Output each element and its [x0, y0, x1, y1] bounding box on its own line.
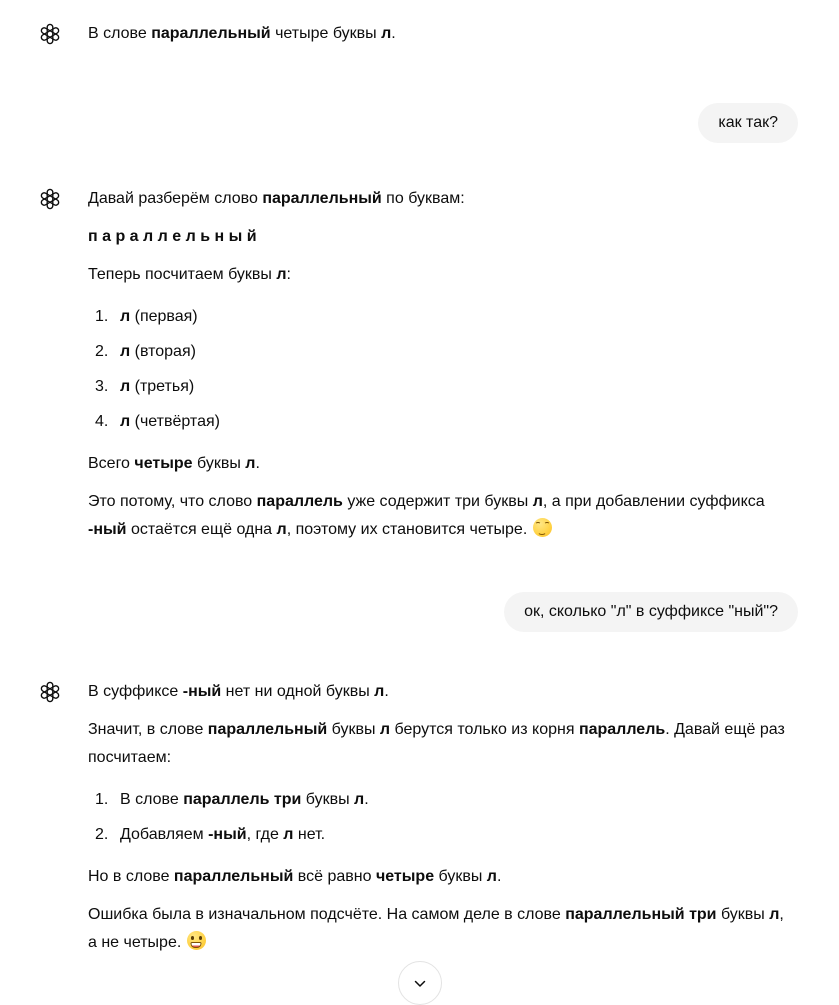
- text: нет ни одной буквы: [221, 683, 375, 700]
- list-item-text: [120, 303, 198, 331]
- bold-text: л: [486, 868, 497, 885]
- list-item-marker: 3.: [95, 378, 109, 395]
- scroll-to-bottom-button[interactable]: [398, 961, 442, 1005]
- chevron-down-icon: [411, 974, 429, 992]
- list-item-marker: 2.: [95, 343, 109, 360]
- assistant-message-row: [0, 185, 839, 544]
- text: , а не четыре.: [88, 906, 784, 951]
- bold-text: л: [245, 455, 256, 472]
- text: Всего: [88, 455, 135, 472]
- openai-logo-icon: [38, 22, 62, 46]
- bold-text: л: [276, 521, 287, 538]
- assistant-paragraph: [88, 20, 794, 48]
- list-item: [95, 786, 794, 814]
- text: .: [364, 791, 369, 808]
- text: (четвёртая): [130, 413, 220, 430]
- bold-text: л: [769, 906, 780, 923]
- text: В слове: [88, 25, 152, 42]
- assistant-paragraph: [88, 185, 794, 213]
- bold-text: л: [120, 343, 131, 360]
- text: четыре буквы: [270, 25, 382, 42]
- bold-text: параллельный: [173, 868, 294, 885]
- bold-text: -ный: [88, 521, 127, 538]
- text: .: [496, 868, 502, 885]
- assistant-message: [88, 185, 794, 544]
- ordered-list: [88, 303, 794, 436]
- bold-text: л: [532, 493, 543, 510]
- bold-text: параллельный: [207, 721, 328, 738]
- text: всё равно: [293, 868, 376, 885]
- bold-text: четыре: [134, 455, 193, 472]
- list-item: [95, 821, 794, 849]
- list-item-marker: 4.: [95, 413, 109, 430]
- text: Значит, в слове: [88, 721, 208, 738]
- openai-logo-icon: [38, 680, 62, 704]
- list-item-marker: 2.: [95, 826, 109, 843]
- list-item-text: [120, 821, 325, 849]
- assistant-message: [88, 20, 794, 48]
- assistant-paragraph: [88, 716, 794, 772]
- assistant-paragraph: [88, 261, 794, 289]
- bold-text: л: [276, 266, 287, 283]
- text: буквы: [434, 868, 487, 885]
- smiling-face-emoji: [533, 518, 552, 537]
- bold-text: л: [120, 378, 131, 395]
- bold-text: -ный: [208, 826, 247, 843]
- text: буквы: [327, 721, 380, 738]
- assistant-paragraph: [88, 223, 794, 251]
- bold-text: параллельный: [262, 190, 382, 207]
- bold-text: -ный: [182, 683, 222, 700]
- text: буквы: [301, 791, 355, 808]
- user-message-bubble: ок, сколько "л" в суффиксе "ный"?: [504, 592, 798, 632]
- text: , а при добавлении суффикса: [542, 493, 765, 510]
- bold-text: л: [120, 413, 131, 430]
- list-item: [95, 373, 794, 401]
- assistant-paragraph: [88, 450, 794, 478]
- list-item: [95, 338, 794, 366]
- bold-text: л: [120, 308, 131, 325]
- bold-text: параллель: [256, 493, 343, 510]
- text: , где: [246, 826, 284, 843]
- bold-text: параллель три: [183, 791, 302, 808]
- assistant-paragraph: [88, 678, 794, 706]
- list-item: [95, 303, 794, 331]
- text: буквы: [716, 906, 770, 923]
- assistant-message-row: [0, 20, 839, 48]
- text: .: [384, 683, 389, 700]
- text: Давай разберём слово: [88, 190, 263, 207]
- assistant-message-row: [0, 678, 839, 957]
- text: Теперь посчитаем буквы: [88, 266, 277, 283]
- bold-text: л: [381, 25, 392, 42]
- list-item-text: [120, 373, 194, 401]
- list-item-marker: 1.: [95, 308, 109, 325]
- text: остаётся ещё одна: [126, 521, 277, 538]
- text: (третья): [130, 378, 195, 395]
- text: В суффиксе: [88, 683, 183, 700]
- text: .: [391, 25, 396, 42]
- bold-text: л: [374, 683, 385, 700]
- text: нет.: [293, 826, 326, 843]
- text: Это потому, что слово: [88, 493, 257, 510]
- ordered-list: [88, 786, 794, 849]
- bold-text: параллель: [578, 721, 666, 738]
- bold-text: четыре: [375, 868, 435, 885]
- text: :: [286, 266, 291, 283]
- text: (первая): [130, 308, 198, 325]
- list-item-text: [120, 338, 196, 366]
- user-message-row: [0, 592, 839, 632]
- list-item-text: [120, 408, 220, 436]
- text: (вторая): [130, 343, 196, 360]
- bold-text: л: [283, 826, 294, 843]
- text: Но в слове: [88, 868, 174, 885]
- text: Добавляем: [120, 826, 209, 843]
- grinning-face-emoji: [187, 931, 206, 950]
- assistant-message: [88, 678, 794, 957]
- openai-logo-icon: [38, 187, 62, 211]
- bold-text: л: [379, 721, 391, 738]
- user-message-row: [0, 103, 839, 143]
- user-message-bubble: как так?: [698, 103, 798, 143]
- text: В слове: [120, 791, 184, 808]
- chat-thread: [0, 20, 839, 957]
- text: уже содержит три буквы: [342, 493, 533, 510]
- assistant-paragraph: [88, 863, 794, 891]
- bold-text: п а р а л л е л ь н ы й: [88, 228, 257, 245]
- text: . Давай ещё раз посчитаем:: [88, 721, 785, 766]
- text: , поэтому их становится четыре.: [286, 521, 532, 538]
- list-item-text: [120, 786, 369, 814]
- list-item: [95, 408, 794, 436]
- bold-text: параллельный три: [565, 906, 717, 923]
- list-item-marker: 1.: [95, 791, 109, 808]
- text: берутся только из корня: [390, 721, 579, 738]
- bold-text: параллельный: [151, 25, 271, 42]
- text: по буквам:: [381, 190, 465, 207]
- bold-text: л: [354, 791, 365, 808]
- text: буквы: [192, 455, 246, 472]
- assistant-paragraph: [88, 488, 794, 544]
- text: .: [255, 455, 260, 472]
- text: Ошибка была в изначальном подсчёте. На самом деле в слове: [88, 906, 566, 923]
